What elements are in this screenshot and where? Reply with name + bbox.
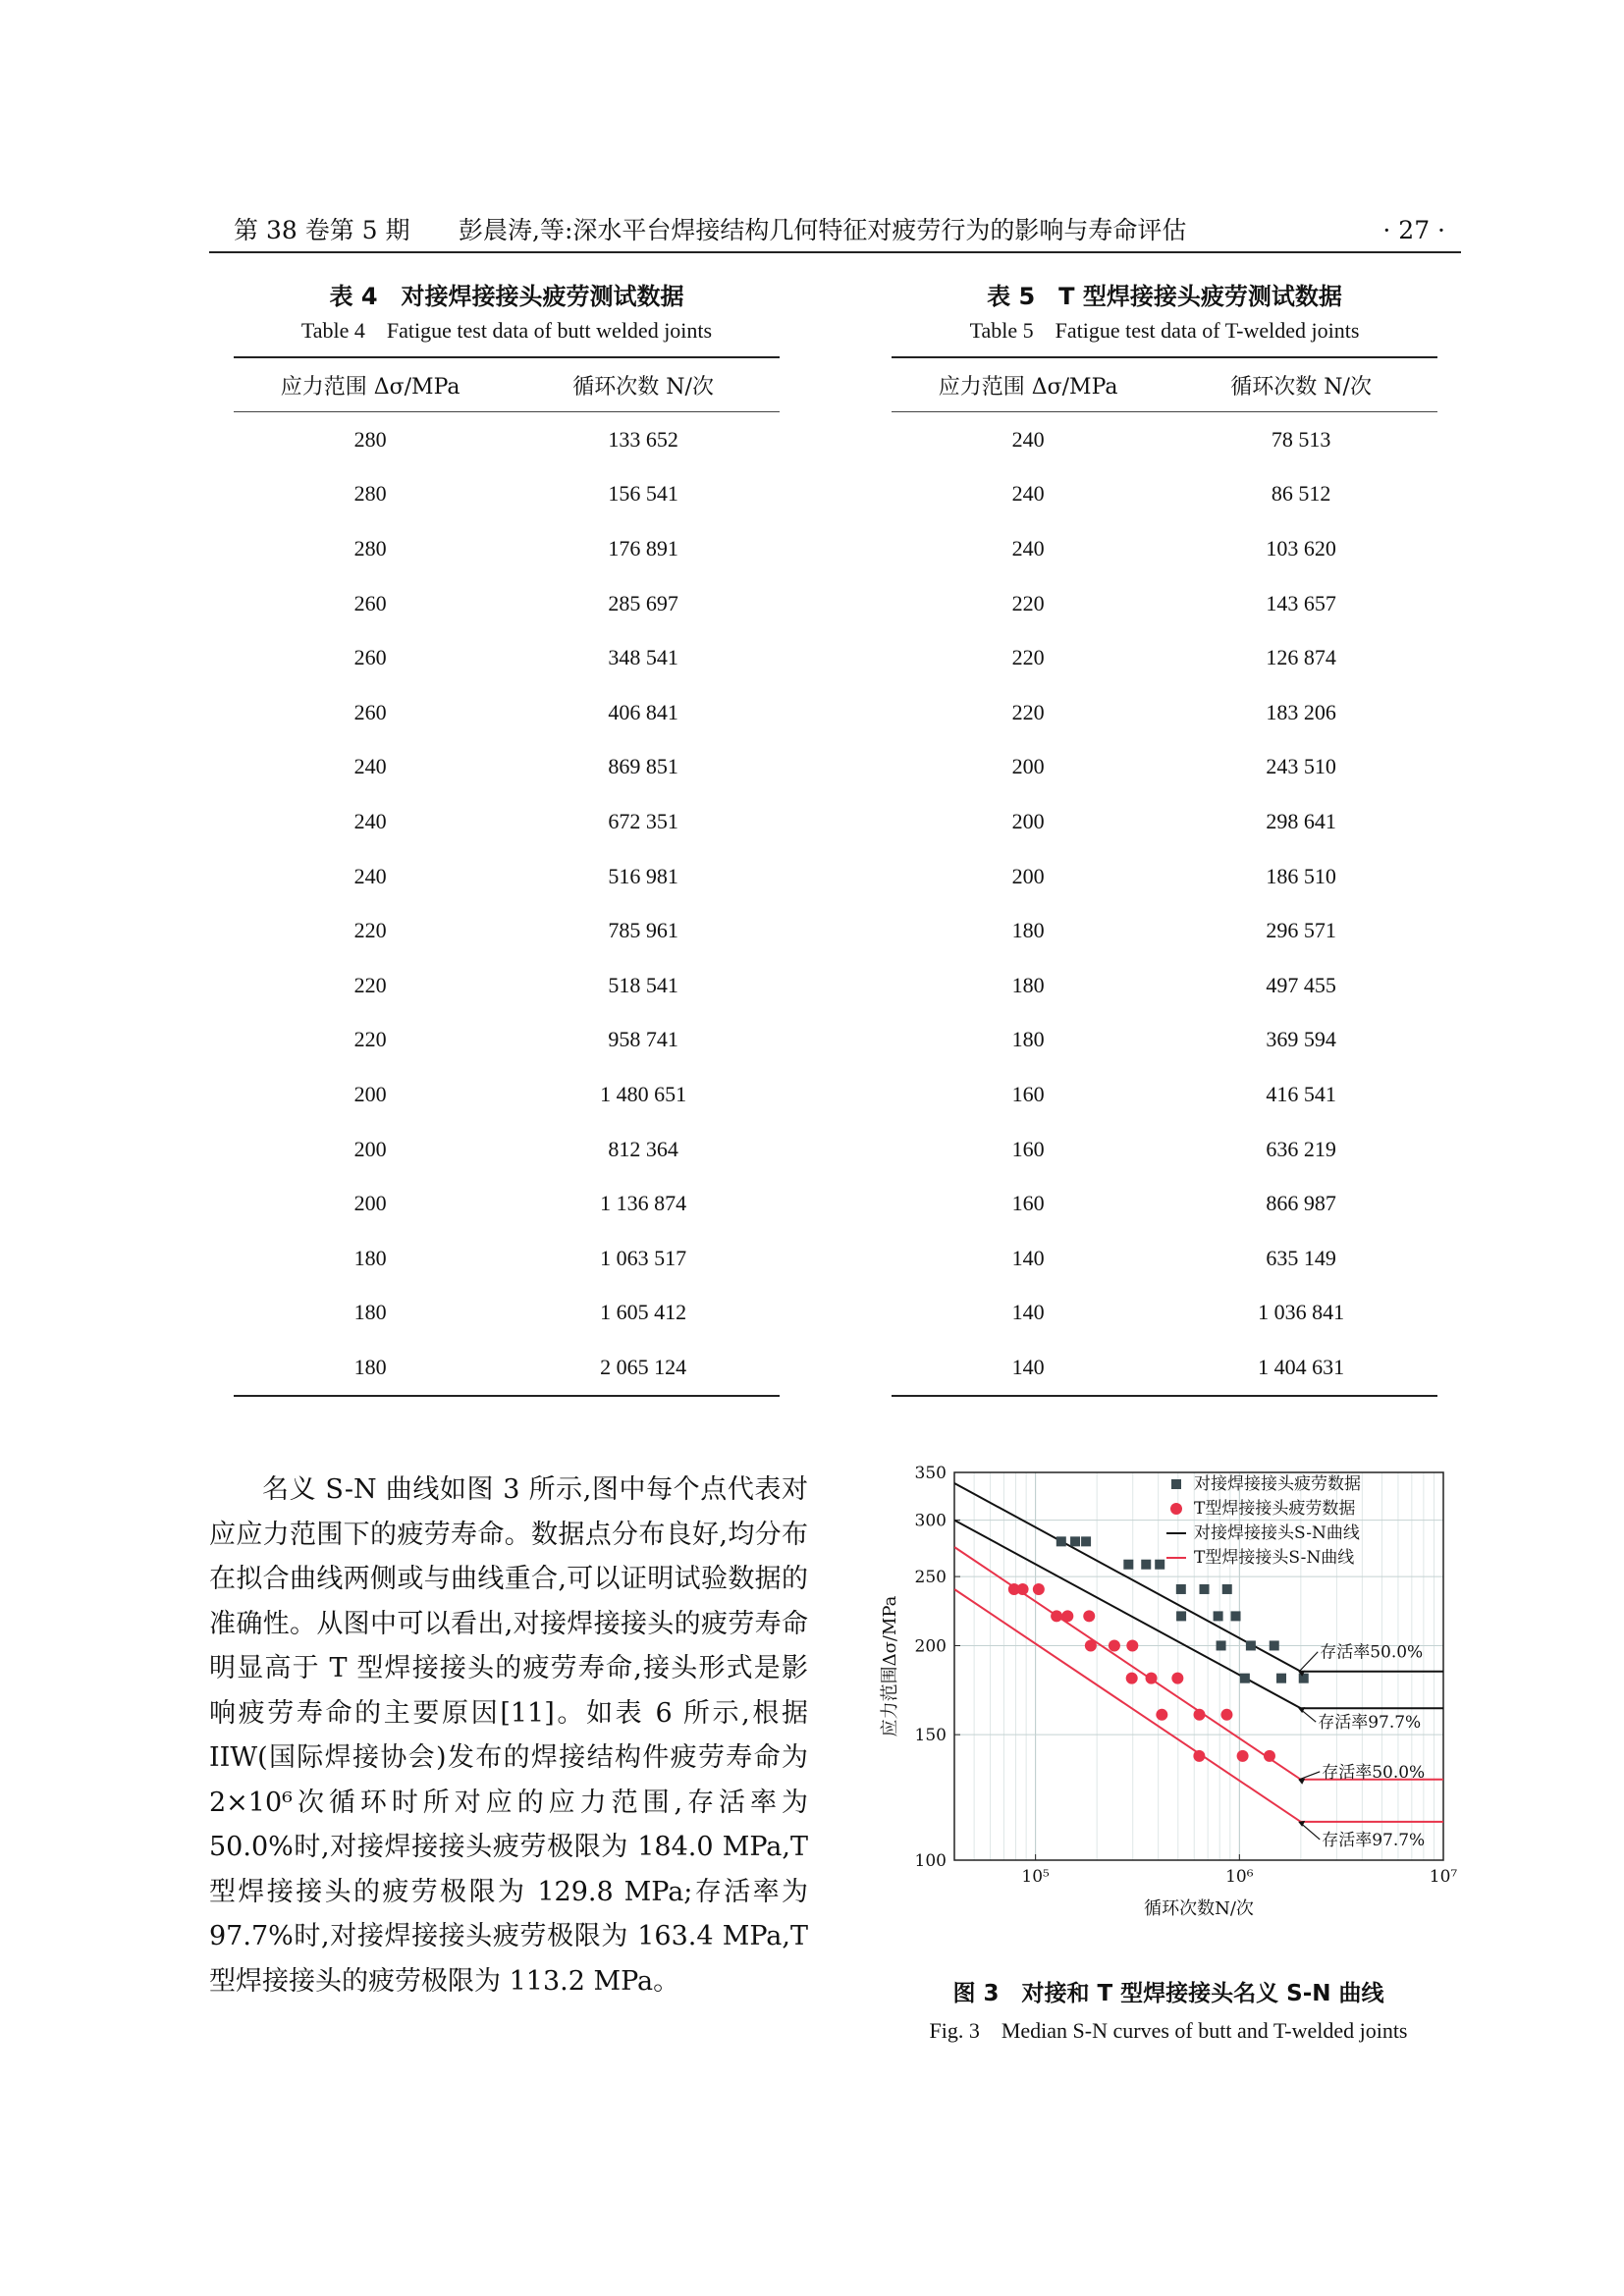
butt-data-point [1222,1584,1232,1594]
legend-marker-circle [1170,1503,1182,1515]
table-5-cell-cycles: 86 512 [1271,481,1331,507]
y-tick-label: 250 [914,1568,947,1588]
butt-data-point [1200,1584,1210,1594]
table-5-cell-stress: 160 [1011,1136,1045,1161]
butt-data-point [1176,1584,1186,1594]
y-tick-label: 100 [914,1851,947,1871]
table-4-header-stress: 应力范围 Δσ/MPa [234,357,507,412]
y-tick-label: 150 [914,1726,947,1746]
table-5-caption-cn: 表 5 T 型焊接接头疲劳测试数据 [987,283,1342,310]
table-5-row [892,685,1437,740]
table-5-row [892,794,1437,849]
butt-data-point [1176,1611,1186,1621]
table-4-cell-stress: 280 [353,481,387,507]
table-4-cell-cycles: 2 065 124 [507,1340,780,1396]
table-4-cell-stress: 260 [353,645,387,670]
y-tick-label: 300 [914,1511,947,1531]
table-4-row [234,1286,780,1341]
table-5-cell-cycles: 1 036 841 [1258,1300,1345,1325]
table-4 [234,280,780,1397]
table-4-row [234,630,780,685]
table-4-row [234,1340,780,1396]
table-4-cell-cycles: 156 541 [608,481,678,507]
table-5-cell-cycles: 866 987 [1266,1191,1336,1216]
table-4-cell-cycles: 1 063 517 [600,1245,687,1270]
table-4-cell-cycles: 785 961 [608,918,678,943]
table-5-cell-stress: 220 [1011,645,1045,670]
table-4-cell-stress: 280 [353,535,387,561]
table-5-cell-cycles: 126 874 [1266,645,1336,670]
t-data-point [1083,1610,1095,1622]
table-4-cell-cycles: 672 351 [608,808,678,833]
annotation-label: 存活率97.7% [1318,1713,1422,1734]
butt-data-point [1056,1536,1066,1546]
t-data-point [1051,1610,1062,1622]
sn-curve-line [954,1547,1443,1780]
y-axis-label: 应力范围Δσ/MPa [880,1595,900,1737]
t-data-point [1109,1639,1120,1651]
butt-data-point [1299,1674,1309,1683]
table-5-cell-stress: 200 [1011,863,1045,888]
table-5-caption-en: Table 5 Fatigue test data of T-welded joints [969,318,1360,343]
figure-3 [864,1458,1473,2056]
table-4-cell-stress: 180 [353,1245,387,1270]
table-5-cell-stress: 200 [1011,808,1045,833]
table-5 [892,280,1437,1397]
t-data-point [1061,1610,1073,1622]
x-axis-label: 循环次数N/次 [1144,1898,1254,1919]
figure-caption-cn: 图 3 对接和 T 型焊接接头名义 S-N 曲线 [952,1981,1384,2006]
table-5-row [892,521,1437,576]
table-4-row [234,794,780,849]
table-5-row [892,958,1437,1013]
table-5-row [892,1231,1437,1286]
legend-label: T型焊接接头S-N曲线 [1194,1548,1355,1568]
t-data-point [1126,1673,1138,1684]
table-4-row [234,1067,780,1122]
table-5-header-cycles: 循环次数 N/次 [1164,357,1437,412]
t-data-point [1193,1750,1205,1762]
table-4-row [234,1231,780,1286]
table-5-row [892,1013,1437,1068]
table-4-row [234,576,780,631]
table-4-cell-stress: 240 [353,808,387,833]
table-4-cell-stress: 280 [353,426,387,452]
table-5-cell-cycles: 103 620 [1266,535,1336,561]
table-5-row [892,412,1437,467]
butt-data-point [1276,1674,1286,1683]
table-5-cell-stress: 180 [1011,972,1045,997]
table-4-grid [234,356,780,1397]
table-4-cell-cycles: 516 981 [608,863,678,888]
table-4-row [234,467,780,522]
table-5-cell-cycles: 1 404 631 [1164,1340,1437,1396]
table-4-cell-cycles: 1 480 651 [600,1081,687,1106]
table-4-cell-cycles: 958 741 [608,1027,678,1052]
legend-label: T型焊接接头疲劳数据 [1194,1499,1356,1519]
butt-data-point [1240,1674,1250,1683]
butt-data-point [1246,1640,1256,1650]
table-5-cell-stress: 160 [1011,1081,1045,1106]
butt-data-point [1217,1640,1226,1650]
table-4-cell-stress: 180 [353,1300,387,1325]
table-5-cell-cycles: 298 641 [1266,808,1336,833]
legend-label: 对接焊接接头S-N曲线 [1194,1523,1360,1543]
table-5-cell-stress: 200 [1011,754,1045,779]
table-5-cell-cycles: 186 510 [1266,863,1336,888]
butt-data-point [1231,1611,1241,1621]
body-paragraph: 名义 S-N 曲线如图 3 所示,图中每个点代表对应应力范围下的疲劳寿命。数据点分布良好,均分布在拟合曲线两侧或与曲线重合,可以证明试验数据的准确性。从图中可以看出,对接焊接接头的疲劳寿命明显高于 T 型焊接接头的疲劳寿命,接头形式是影响疲劳寿命的主要原因[11]。如表 6 所示,根据 IIW(国际焊接协会)发布的焊接结构件疲劳寿命为 2×10⁶次循环时所对应的应力范围,存活率为 50.0%时,对接焊接接头疲劳极限为 184.0 MPa,T 型焊接接头的疲劳极限为 129.8 MPa;存活率为 97.7%时,对接焊接接头疲劳极限为 163.4 MPa,T 型焊接接头的疲劳极限为 113.2 MPa。 [209,1474,808,1997]
annotation-label: 存活率97.7% [1322,1830,1426,1850]
table-5-cell-stress: 240 [1011,481,1045,507]
t-data-point [1237,1750,1249,1762]
running-title: 彭晨涛,等:深水平台焊接结构几何特征对疲劳行为的影响与寿命评估 [459,216,1187,244]
table-5-grid [892,356,1437,1397]
table-4-cell-stress: 240 [353,754,387,779]
annotation-label: 存活率50.0% [1322,1762,1426,1783]
table-4-cell-cycles: 869 851 [608,754,678,779]
table-5-row [892,630,1437,685]
table-4-row [234,1176,780,1231]
table-4-cell-cycles: 518 541 [608,972,678,997]
table-4-row [234,903,780,958]
t-data-point [1171,1673,1183,1684]
annotation-arrowhead [1298,1779,1305,1785]
table-5-row [892,1340,1437,1396]
table-5-cell-cycles: 296 571 [1266,918,1336,943]
table-5-cell-cycles: 636 219 [1266,1136,1336,1161]
y-tick-label: 200 [914,1636,947,1657]
table-5-row [892,849,1437,904]
t-data-point [1126,1639,1138,1651]
table-5-cell-stress: 220 [1011,699,1045,724]
table-5-cell-cycles: 143 657 [1266,590,1336,615]
table-5-cell-cycles: 635 149 [1266,1245,1336,1270]
table-5-row [892,467,1437,522]
table-4-cell-cycles: 133 652 [608,426,678,452]
t-data-point [1220,1709,1232,1721]
table-5-cell-cycles: 243 510 [1266,754,1336,779]
table-4-row [234,685,780,740]
t-data-point [1085,1639,1097,1651]
table-5-row [892,576,1437,631]
annotation-arrow [1299,1652,1318,1672]
table-5-cell-stress: 180 [1011,1027,1045,1052]
butt-data-point [1123,1560,1133,1570]
legend-label: 对接焊接接头疲劳数据 [1194,1474,1361,1494]
table-4-cell-stress: 180 [234,1340,507,1396]
x-tick-label: 10⁵ [1021,1867,1050,1887]
t-data-point [1146,1673,1158,1684]
table-4-row [234,849,780,904]
table-4-cell-cycles: 348 541 [608,645,678,670]
table-5-cell-cycles: 183 206 [1266,699,1336,724]
journal-volume: 第 38 卷第 5 期 [234,216,410,244]
table-4-cell-cycles: 176 891 [608,535,678,561]
table-4-cell-cycles: 812 364 [608,1136,678,1161]
table-5-cell-stress: 140 [1011,1300,1045,1325]
table-4-caption-en: Table 4 Fatigue test data of butt welded joints [300,318,713,343]
table-5-row [892,903,1437,958]
table-4-row [234,521,780,576]
table-4-cell-stress: 200 [353,1081,387,1106]
table-4-cell-stress: 240 [353,863,387,888]
table-5-row [892,1122,1437,1177]
table-5-cell-cycles: 78 513 [1271,426,1331,452]
table-4-cell-stress: 260 [353,699,387,724]
table-5-row [892,1176,1437,1231]
sn-curve-line [954,1589,1443,1822]
table-4-header-cycles: 循环次数 N/次 [507,357,780,412]
table-5-cell-stress: 180 [1011,918,1045,943]
table-5-cell-stress: 240 [1011,535,1045,561]
butt-data-point [1155,1560,1164,1570]
table-4-cell-stress: 220 [353,972,387,997]
table-4-cell-cycles: 285 697 [608,590,678,615]
table-5-cell-cycles: 497 455 [1266,972,1336,997]
table-5-cell-stress: 140 [892,1340,1164,1396]
figure-caption-en: Fig. 3 Median S-N curves of butt and T-welded joints [929,2018,1408,2043]
table-5-cell-cycles: 416 541 [1266,1081,1336,1106]
t-data-point [1156,1709,1167,1721]
x-tick-label: 10⁶ [1225,1867,1254,1887]
annotation-label: 存活率50.0% [1320,1642,1424,1663]
table-5-header-stress: 应力范围 Δσ/MPa [892,357,1164,412]
table-4-cell-cycles: 1 136 874 [600,1191,687,1216]
table-5-row [892,1286,1437,1341]
table-4-row [234,1013,780,1068]
table-5-cell-cycles: 369 594 [1266,1027,1336,1052]
t-data-point [1264,1750,1275,1762]
table-4-cell-stress: 220 [353,918,387,943]
butt-data-point [1141,1560,1151,1570]
y-tick-label: 350 [914,1464,947,1483]
legend-marker-square [1171,1479,1181,1489]
annotation-arrow [1299,1772,1320,1780]
table-5-cell-stress: 160 [1011,1191,1045,1216]
table-4-cell-stress: 200 [353,1136,387,1161]
table-4-row [234,740,780,795]
t-data-point [1017,1583,1029,1595]
butt-data-point [1214,1611,1223,1621]
table-4-cell-stress: 220 [353,1027,387,1052]
x-tick-label: 10⁷ [1429,1867,1458,1887]
table-4-cell-cycles: 1 605 412 [600,1300,687,1325]
table-4-cell-cycles: 406 841 [608,699,678,724]
table-4-row [234,958,780,1013]
table-4-cell-stress: 260 [353,590,387,615]
table-4-cell-stress: 200 [353,1191,387,1216]
table-4-caption-cn: 表 4 对接焊接接头疲劳测试数据 [329,283,684,310]
table-4-row [234,412,780,467]
t-data-point [1194,1709,1206,1721]
table-5-cell-stress: 140 [1011,1245,1045,1270]
t-data-point [1033,1583,1045,1595]
body-text [209,1468,808,2003]
running-header [209,210,1461,253]
sn-chart [864,1458,1473,1968]
butt-data-point [1270,1640,1279,1650]
table-5-row [892,740,1437,795]
table-4-row [234,1122,780,1177]
page-number: · 27 · [1382,216,1445,244]
table-5-cell-stress: 240 [1011,426,1045,452]
butt-data-point [1081,1536,1091,1546]
butt-data-point [1070,1536,1080,1546]
table-5-cell-stress: 220 [1011,590,1045,615]
table-5-row [892,1067,1437,1122]
